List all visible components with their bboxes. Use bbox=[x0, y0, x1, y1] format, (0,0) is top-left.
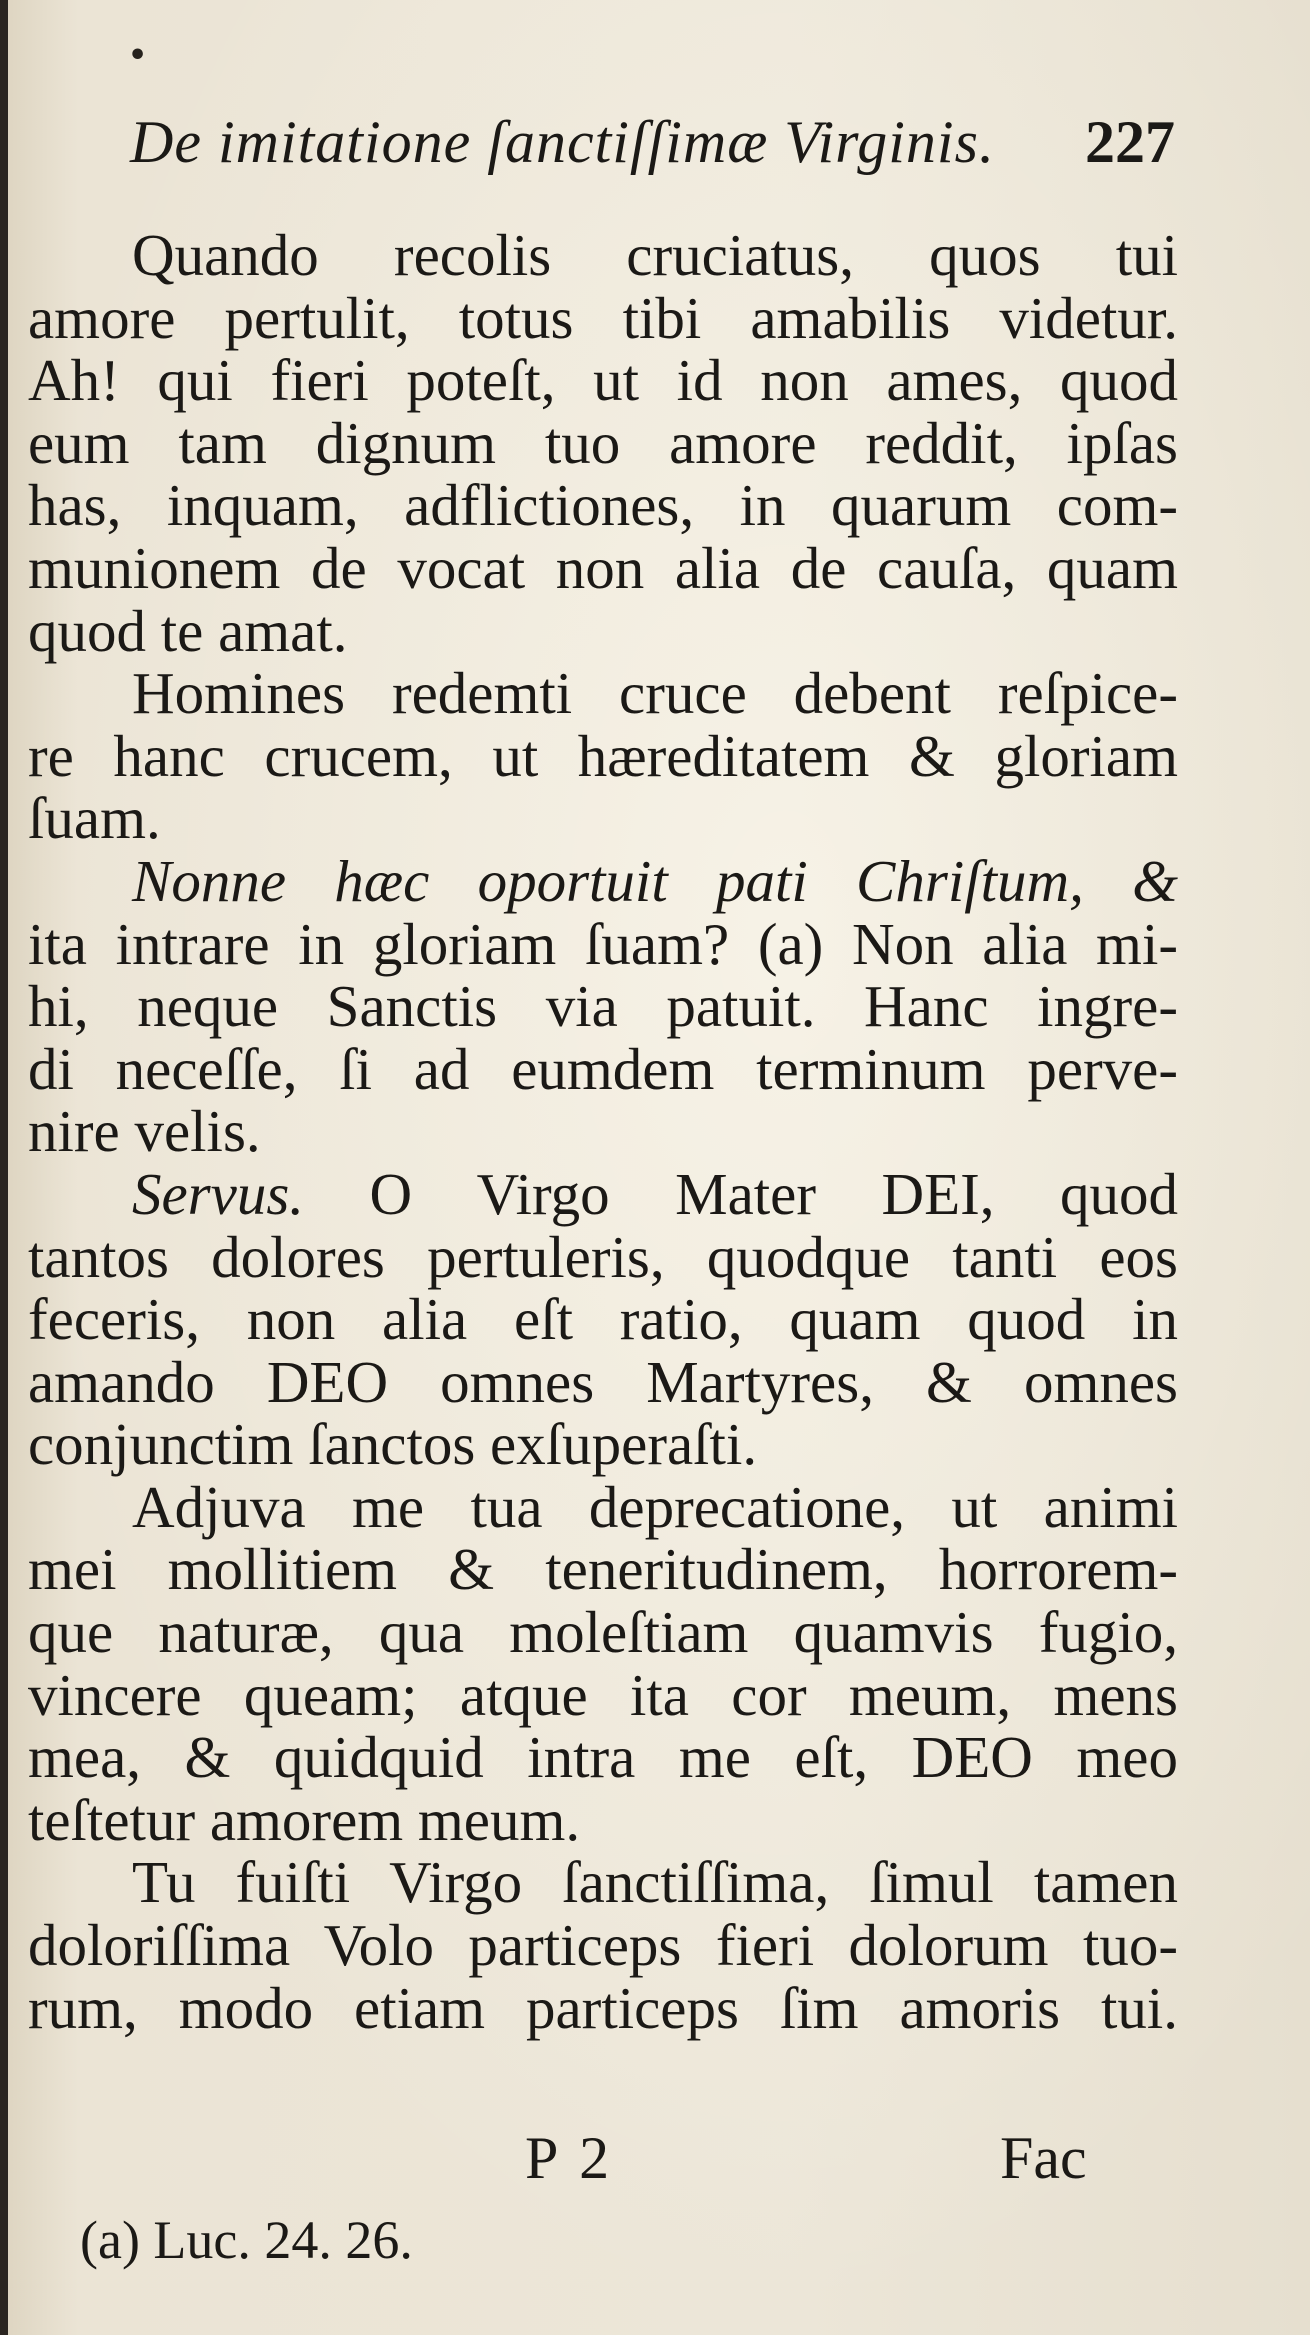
text-line: Homines redemti cruce debent reſpice- bbox=[132, 660, 1178, 727]
body-text bbox=[28, 224, 1178, 2039]
text-line: amore pertulit, totus tibi amabilis videtur. bbox=[28, 284, 1178, 351]
paragraph bbox=[28, 1473, 1178, 1853]
text-line: re hanc crucem, ut hæreditatem & gloriam bbox=[28, 722, 1178, 789]
ink-speck: • bbox=[128, 38, 148, 73]
text-line: Quando recolis cruciatus, quos tui bbox=[132, 222, 1178, 288]
paragraph bbox=[28, 224, 1178, 662]
text-line: amando DEO omnes Martyres, & omnes bbox=[28, 1348, 1178, 1415]
paragraph bbox=[28, 662, 1178, 850]
text-line: vincere queam; atque ita cor meum, mens bbox=[28, 1661, 1178, 1728]
text-line: que naturæ, qua moleſtiam quamvis fugio, bbox=[28, 1599, 1178, 1666]
text-line: rum, modo etiam particeps ſim amoris tui. bbox=[28, 1974, 1178, 2041]
text-line: mei mollitiem & teneritudinem, horrorem- bbox=[28, 1536, 1178, 1603]
page-number: 227 bbox=[1085, 109, 1175, 175]
running-head: De imitatione ſanctiſſimæ Virginis. bbox=[130, 109, 995, 175]
text-line: mea, & quidquid intra me eſt, DEO meo bbox=[28, 1724, 1178, 1791]
text-line: quod te amat. bbox=[28, 597, 348, 664]
text-line bbox=[28, 1160, 1179, 1227]
footnote: (a) Luc. 24. 26. bbox=[80, 2210, 413, 2270]
text-line: doloriſſima Volo particeps fieri dolorum tuo- bbox=[28, 1912, 1178, 1979]
text-line: Tu fuiſti Virgo ſanctiſſima, ſimul tamen bbox=[132, 1849, 1178, 1916]
text-line: tantos dolores pertuleris, quodque tanti eos bbox=[28, 1223, 1178, 1290]
catchword: Fac bbox=[1000, 2125, 1087, 2191]
text-span: O Virgo Mater DEI, quod bbox=[369, 1160, 1179, 1227]
page-gutter-edge bbox=[0, 0, 8, 2335]
paragraph bbox=[28, 847, 1178, 1165]
quotation-line: Nonne hæc oportuit pati Chriſtum, & bbox=[132, 847, 1178, 914]
speaker-label: Servus. bbox=[132, 1160, 305, 1227]
text-line: munionem de vocat non alia de cauſa, quam bbox=[28, 534, 1178, 601]
signature-mark: P 2 bbox=[525, 2125, 614, 2191]
footline bbox=[0, 2118, 1310, 2198]
paragraph bbox=[28, 1851, 1178, 2039]
text-line: Ah! qui fieri poteſt, ut id non ames, quod bbox=[28, 347, 1178, 414]
text-line: ita intrare in gloriam ſuam? (a) Non alia mi- bbox=[28, 910, 1178, 977]
text-line: hi, neque Sanctis via patuit. Hanc ingre- bbox=[28, 973, 1178, 1040]
text-line: feceris, non alia eſt ratio, quam quod in bbox=[28, 1286, 1178, 1353]
text-line: ſuam. bbox=[28, 785, 161, 852]
text-line: Adjuva me tua deprecatione, ut animi bbox=[132, 1473, 1178, 1540]
text-line: conjunctim ſanctos exſuperaſti. bbox=[28, 1411, 758, 1478]
text-line: teſtetur amorem meum. bbox=[28, 1786, 581, 1853]
text-line: eum tam dignum tuo amore reddit, ipſas bbox=[28, 409, 1178, 476]
page-header bbox=[130, 102, 1175, 182]
text-line: nire velis. bbox=[28, 1098, 261, 1165]
text-line: di neceſſe, ſi ad eumdem terminum perve- bbox=[28, 1035, 1178, 1102]
text-line: has, inquam, adflictiones, in quarum com- bbox=[28, 472, 1178, 539]
paragraph bbox=[28, 1160, 1179, 1478]
